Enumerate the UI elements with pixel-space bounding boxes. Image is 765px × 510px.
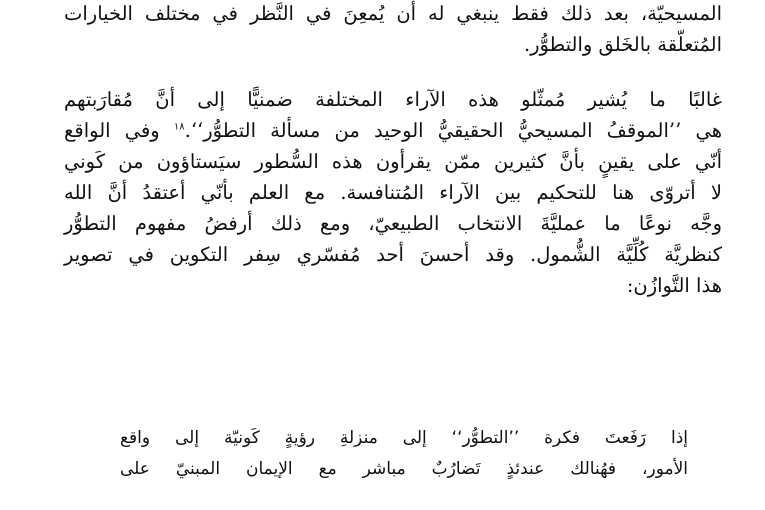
paragraph-2-line-2 [64, 115, 722, 146]
paragraph-1-line-1: المسيحيّة، بعد ذلك فقط ينبغي له أن يُمعِنَ في النَّظر في مختلف الخيارات [64, 2, 722, 25]
block-quote [120, 423, 688, 485]
paragraph-2-line-5: وجَّه نوعًا ما عمليَّةَ الانتخاب الطبيعيّ، ومع ذلك أرفضُ مفهوم التطوُّر [64, 212, 722, 235]
paragraph-2-line-1: غالبًا ما يُشير مُمثّلو هذه الآراء المختلفة ضمنيًّا إلى أنَّ مُقارَبتهم [64, 88, 722, 111]
paragraph-1-line-2: المُتعلّقة بالخَلق والتطوُّر. [523, 33, 722, 56]
paragraph-1 [64, 0, 722, 60]
paragraph-2-line-2-text: هي ’’الموقفُ المسيحيُّ الحقيقيُّ الوحيد من مسألة التطوُّر‘‘. [184, 119, 722, 142]
paragraph-2-line-7: هذا التَّوازُن: [626, 274, 722, 297]
paragraph-2-line-2-tail: وفي الواقع [64, 119, 160, 142]
quote-line-2: الأمور، فهُنالك عندئذٍ تَضارُبٌ مباشر مع الإيمان المبنيّ على [120, 459, 688, 479]
paragraph-2-line-3: أنّي على يقينٍ بأنَّ كثيرين ممّن يقرأون هذه السُّطور سيَستاؤون من كَوني [64, 150, 722, 173]
paragraph-2 [64, 84, 722, 301]
footnote-marker: ١٨ [173, 121, 185, 133]
paragraph-2-line-4: لا أتروّى هنا للتحكيم بين الآراء المُتنافسة. مع العلم بأنّي أعتقدُ أنَّ الله [64, 181, 722, 204]
paragraph-2-line-6: كنظريَّة كُلِّيَّة الشُّمول. وقد أحسنَ أحد مُفسّري سِفر التكوين في تصوير [64, 243, 722, 266]
quote-line-1: إذا رَفَعتَ فكرة ’’التطوُّر‘‘ إلى منزلةِ رؤيةٍ كَونيّة إلى واقع [120, 428, 688, 448]
